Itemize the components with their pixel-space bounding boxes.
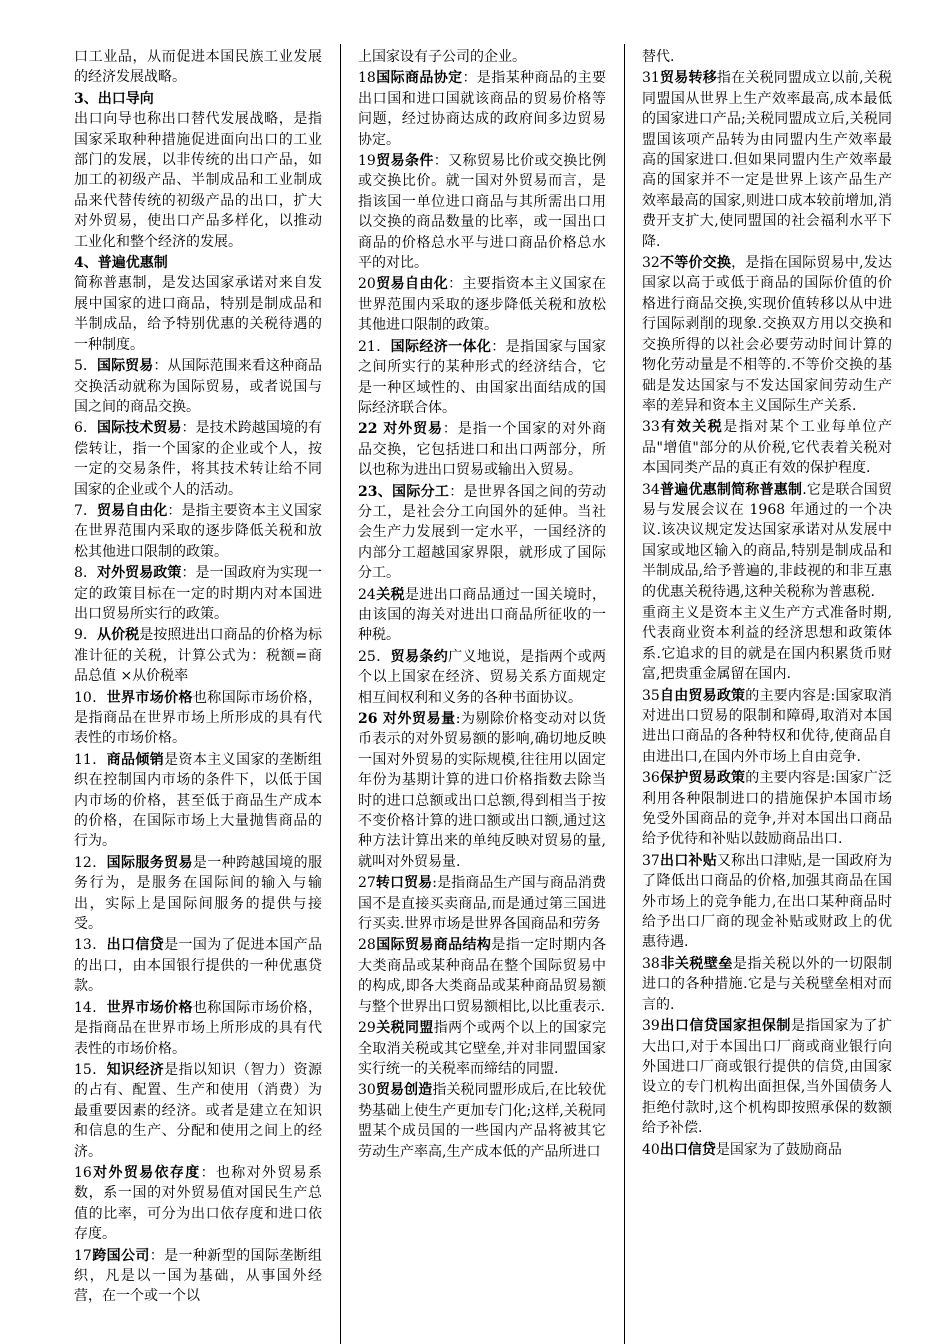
entry-number: 15． (74, 1061, 107, 1078)
entry-number: 25． (358, 648, 391, 665)
entry-number: 27 (358, 875, 376, 892)
entry-definition: 口工业品，从而促进本国民族工业发展的经济发展战略。 (74, 49, 322, 86)
entry-term: 跨国公司 (91, 1247, 150, 1264)
entry-number: 10． (74, 689, 107, 706)
entry-definition: 是国家为了鼓励商品 (715, 1141, 842, 1158)
glossary-entry (74, 750, 322, 852)
entry-number: 6． (74, 420, 98, 437)
entry-definition: 出口向导也称出口替代发展战略，是指国家采取种种措施促进面向出口的工业部门的发展，以非传统的出口产品，如加工的初级产品、半制成品和工业制成品来代替传统的初级产品的出口，扩大对外贸易，使出口产品多样化，以推动工业化和整个经济的发展。 (74, 111, 322, 250)
entry-definition: 指关税同盟形成后,在比较优势基础上使生产更加专门化;这样,关税同盟某个成员国的一些国内产品将被其它劳动生产率高,生产成本低的产品所进口 (358, 1082, 606, 1160)
glossary-entry (74, 625, 322, 686)
entry-definition: :为剔除价格变动对以货币表示的对外贸易额的影响,确切地反映一国对外贸易的实际规模,往往用以固定年份为基期计算的进口价格指数去除当时的进口总额或出口总额,得到相当于按不变价格计算的进口额或出口额,通过这种方法计算出来的单纯反映对贸易的量,就叫对外贸易量. (358, 711, 606, 870)
entry-definition: .它是联合国贸易与发展会议在 1968 年通过的一个决议.该决议规定发达国家承诺对从发展中国家或地区输入的商品,特别是制成品和半制成品,给予普遍的,非歧视的和非互惠的优惠关税待遇,这种关税称为普惠税. (642, 481, 892, 600)
entry-number: 38 (642, 955, 660, 972)
entry-term: 国际服务贸易 (106, 854, 193, 871)
entry-number: 13． (74, 937, 107, 954)
entry-term: 商品倾销 (106, 751, 165, 768)
entry-definition: 指两个或两个以上的国家完全取消关税或其它壁垒,并对非同盟国家实行统一的关税率而缔结的同盟. (358, 1020, 606, 1077)
glossary-entry (74, 1060, 322, 1162)
entry-term: 出口信贷 (106, 937, 165, 954)
glossary-entry (74, 935, 322, 996)
entry-number: 28 (358, 937, 376, 954)
entry-term: 转口贸易 (375, 875, 433, 892)
entry-term: 自由贸易政策 (659, 687, 746, 704)
entry-number: 34 (642, 481, 660, 498)
entry-number: 7． (74, 502, 98, 519)
entry-definition: ：是指某种商品的主要出口国和进口国就该商品的贸易价格等问题，经过协商达成的政府间多边贸易协定。 (358, 70, 606, 148)
entry-definition: ：是指一个国家的对外商品交换，它包括进口和出口两部分，所以也称为进出口贸易或输出入贸易。 (358, 421, 606, 479)
entry-term: 对外贸易依存度 (91, 1164, 201, 1181)
column-divider (624, 44, 625, 1344)
entry-definition: 又称出口津贴,是一国政府为了降低出口商品的价格,加强其商品在国外市场上的竞争能力,在出口某种商品时给予出口厂商的现金补贴或财政上的优惠待遇. (642, 852, 892, 951)
entry-number: 39 (642, 1018, 660, 1035)
entry-number: 18 (358, 70, 376, 87)
glossary-entry (358, 1018, 606, 1079)
entry-term: 对外贸易政策 (97, 565, 182, 582)
entry-term: 贸易自由化 (97, 502, 168, 519)
glossary-entry (74, 1246, 322, 1307)
entry-definition: :是指商品生产国与商品消费国不是直接买卖商品,而是通过第三国进行买卖.世界市场是世界各国商品和劳务 (358, 875, 606, 933)
glossary-entry (358, 419, 606, 480)
entry-term: 26 对外贸易量 (358, 711, 456, 727)
entry-number: 35 (642, 687, 660, 704)
entry-number: 8． (74, 565, 98, 582)
entry-number: 16 (74, 1164, 92, 1181)
entry-definition: 替代. (642, 49, 675, 65)
entry-term: 关税 (375, 586, 405, 603)
entry-number: 31 (642, 70, 660, 87)
entry-number: 12． (74, 854, 107, 871)
glossary-entry (358, 151, 606, 273)
entry-definition: ：是一国政府为实现一定的政策目标在一定的时期内对本国进出口贸易所实行的政策。 (74, 565, 322, 622)
entry-term: 贸易创造 (375, 1082, 433, 1099)
entry-term: 出口补贴 (659, 852, 717, 869)
entry-term: 有效关税 (659, 419, 724, 436)
glossary-entry (642, 954, 892, 1015)
entry-term: 世界市场价格 (106, 689, 193, 706)
glossary-entry (358, 935, 606, 1017)
glossary-entry (642, 768, 892, 850)
entry-term: 关税同盟 (375, 1020, 434, 1037)
glossary-entry (74, 853, 322, 935)
glossary-entry (642, 686, 892, 768)
section-heading (74, 253, 322, 273)
entry-term: 世界市场价格 (106, 999, 193, 1016)
entry-number: 19 (358, 153, 376, 170)
entry-term: 贸易转移 (659, 70, 717, 87)
entry-definition: 的主要内容是:国家广泛利用各种限制进口的措施保护本国市场免受外国商品的竞争,并对本国出口商品给予优待和补贴以鼓励商品出口. (642, 770, 892, 848)
entry-definition: 是一种跨越国境的服务行为，是服务在国际间的输入与输出，实际上是国际间服务的提供与接受。 (74, 854, 322, 933)
entry-definition: 指在关税同盟成立以前,关税同盟国从世界上生产效率最高,成本最低的国家进口产品;关税同盟成立后,关税同盟国该项产品转为由同盟内生产效率最高的国家进口.但如果同盟内生产效率最高的国家并不一定是世界上该产品生产效率最高的国家,则进口成本较前增加,消费开支扩大,使同盟国的社会福利水平下降. (642, 70, 892, 250)
entry-term: 贸易条约 (390, 648, 449, 665)
entry-definition: ：又称贸易比价或交换比例或交换比价。就一国对外贸易而言，是指该国一单位进口商品与其所需出口用以交换的商品数量的比率，或一国出口商品的价格总水平与进口商品价格总水平的对比。 (358, 153, 606, 272)
glossary-entry (642, 1140, 892, 1160)
entry-definition: 广义地说，是指两个或两个以上国家在经济、贸易关系方面规定相互间权利和义务的各种书面协议。 (358, 648, 606, 706)
entry-number: 40 (642, 1141, 660, 1158)
entry-number: 9． (74, 627, 98, 644)
entry-term: 国际经济一体化 (390, 338, 492, 355)
glossary-entry (74, 1163, 322, 1245)
entry-definition: ：是一种新型的国际垄断组织，凡是以一国为基础，从事国外经营，在一个或一个以 (74, 1247, 322, 1305)
entry-number: 24 (358, 586, 376, 603)
glossary-entry (642, 1016, 892, 1138)
entry-term: 从价税 (97, 627, 140, 644)
entry-term: 国际技术贸易 (97, 420, 182, 437)
entry-number: 11． (74, 751, 107, 768)
entry-definition: 是进出口商品通过一国关境时，由该国的海关对进出口商品所征收的一种税。 (358, 586, 606, 644)
heading-text: 4、普遍优惠制 (74, 255, 168, 272)
entry-definition: ：是指国家与国家之间所实行的某种形式的经济结合，它是一种区域性的、由国家出面结成的国际经济联合体。 (358, 338, 606, 416)
entry-number: 37 (642, 852, 660, 869)
glossary-entry (642, 417, 892, 478)
glossary-entry (74, 418, 322, 500)
entry-definition: 重商主义是资本主义生产方式准备时期,代表商业资本利益的经济思想和政策体系.它追求的目的就是在国内积累货币财富,把贵重金属留在国内. (642, 604, 892, 683)
entry-number: 30 (358, 1082, 376, 1099)
text-column-2 (358, 47, 606, 1337)
entry-term: 保护贸易政策 (659, 770, 746, 787)
glossary-entry (642, 603, 892, 685)
section-heading (74, 89, 322, 109)
entry-number: 33 (642, 419, 660, 436)
glossary-entry (642, 480, 892, 602)
text-column-1 (74, 47, 322, 1337)
entry-number: 14． (74, 999, 107, 1016)
entry-definition: 是指对某个工业每单位产品"增值"部分的从价税,它代表着关税对本国同类产品的真正有效的保护程度. (642, 419, 892, 477)
entry-term: 22 对外贸易 (358, 421, 443, 438)
entry-number: 17 (74, 1247, 92, 1264)
glossary-entry (642, 47, 892, 67)
entry-term: 国际商品协定 (375, 70, 463, 87)
entry-number: 36 (642, 770, 660, 787)
glossary-entry (358, 873, 606, 934)
column-divider (340, 44, 341, 1344)
entry-term: 国际贸易商品结构 (375, 937, 492, 954)
glossary-entry (642, 68, 892, 252)
heading-text: 3、出口导向 (74, 90, 154, 107)
entry-definition: ：主要指资本主义国家在世界范围内采取的逐步降低关税和放松其他进口限制的政策。 (358, 276, 606, 334)
entry-definition: 是指以知识（智力）资源的占有、配置、生产和使用（消费）为最重要因素的经济。或者是建立在知识和信息的生产、分配和使用之间上的经济。 (74, 1061, 322, 1160)
entry-term: 贸易条件 (375, 153, 434, 170)
entry-term: 国际贸易 (97, 358, 154, 375)
glossary-entry (358, 47, 606, 67)
entry-term: 知识经济 (106, 1061, 165, 1078)
glossary-entry (358, 68, 606, 150)
entry-number: 32 (642, 255, 660, 272)
entry-definition: 也称国际市场价格，是指商品在世界市场上所形成的具有代表性的市场价格。 (74, 689, 322, 747)
entry-term: 非关税壁垒 (659, 955, 733, 972)
glossary-entry (74, 998, 322, 1059)
entry-term: 贸易自由化 (375, 276, 449, 293)
glossary-entry (74, 688, 322, 749)
entry-definition: ：是技术跨越国境的有偿转让，指一个国家的企业或个人，按一定的交易条件，将其技术转让给不同国家的企业或个人的活动。 (74, 420, 322, 498)
glossary-entry (358, 274, 606, 335)
entry-definition: ：是指主要资本主义国家在世界范围内采取的逐步降低关税和放松其他进口限制的政策。 (74, 502, 322, 560)
glossary-entry (74, 273, 322, 355)
entry-definition: ，是指在国际贸易中,发达国家以高于或低于商品的国际价值的价格进行商品交换,实现价值转移以从中进行国际剥削的现象.交换双方用以交换和交换所得的以社会必要劳动时间计算的物化劳动量是不相等的.不等价交换的基础是发达国家与不发达国家间劳动生产率的差异和资本主义国际生产关系. (642, 255, 892, 414)
entry-definition: 的主要内容是:国家取消对进出口贸易的限制和障碍,取消对本国进出口商品的各种特权和优待,使商品自由进出口,在国内外市场上自由竞争. (642, 687, 892, 765)
glossary-entry (358, 647, 606, 708)
entry-definition: 是一国为了促进本国产品的出口，由本国银行提供的一种优惠贷款。 (74, 937, 322, 995)
glossary-entry (642, 253, 892, 416)
glossary-entry (358, 1080, 606, 1162)
glossary-entry (358, 482, 606, 584)
entry-definition: ：是世界各国之间的劳动分工，是社会分工向国外的延伸。当社会生产力发展到一定水平，一国经济的内部分工超越国家界限，就形成了国际分工。 (358, 483, 606, 582)
entry-number: 29 (358, 1020, 376, 1037)
glossary-entry (74, 563, 322, 624)
entry-number: 5． (74, 358, 98, 375)
entry-definition: ：也称对外贸易系数，系一国的对外贸易值对国民生产总值的比率，可分为出口依存度和进口依存度。 (74, 1164, 322, 1243)
entry-definition: 上国家设有子公司的企业。 (358, 49, 526, 65)
glossary-entry (74, 109, 322, 252)
entry-term: 出口信贷 (659, 1141, 716, 1158)
entry-definition: 是按照进出口商品的价格为标准计征的关税，计算公式为：税额=商品总值 ×从价税率 (74, 627, 322, 685)
entry-definition: 简称普惠制，是发达国家承诺对来自发展中国家的进口商品，特别是制成品和半制成品，给予特别优惠的关税待遇的一种制度。 (74, 275, 322, 353)
entry-definition: 也称国际市场价格，是指商品在世界市场上所形成的具有代表性的市场价格。 (74, 999, 322, 1057)
entry-definition: 是指一定时期内各大类商品或某种商品在整个国际贸易中的构成,即各大类商品或某种商品贸易额与整个世界出口贸易额相比,以比重表示. (358, 937, 606, 1015)
glossary-entry (74, 356, 322, 417)
entry-term: 出口信贷国家担保制 (659, 1018, 791, 1035)
entry-definition: 是资本主义国家的垄断组织在控制国内市场的条件下，以低于国内市场的价格，甚至低于商品生产成本的价格，在国际市场上大量抛售商品的行为。 (74, 751, 322, 850)
text-column-3 (642, 47, 892, 1337)
glossary-entry (74, 47, 322, 88)
entry-definition: 是指关税以外的一切限制进口的各种措施.它是与关税壁垒相对而言的. (642, 955, 892, 1013)
glossary-entry (358, 709, 606, 872)
entry-number: 20 (358, 276, 376, 293)
entry-number: 21． (358, 338, 391, 355)
glossary-entry (358, 337, 606, 419)
entry-term: 23、国际分工 (358, 483, 450, 500)
entry-term: 普遍优惠制简称普惠制 (659, 481, 803, 498)
glossary-entry (642, 851, 892, 953)
entry-term: 不等价交换 (659, 255, 732, 272)
glossary-entry (74, 501, 322, 562)
entry-definition: 是指国家为了扩大出口,对于本国出口厂商或商业银行向外国进口厂商或银行提供的信贷,由国家设立的专门机构出面担保,当外国债务人拒绝付款时,这个机构即按照承保的数额给予补偿. (642, 1018, 892, 1137)
glossary-entry (358, 585, 606, 646)
entry-definition: ：从国际范围来看这种商品交换活动就称为国际贸易，或者说国与国之间的商品交换。 (74, 358, 322, 415)
